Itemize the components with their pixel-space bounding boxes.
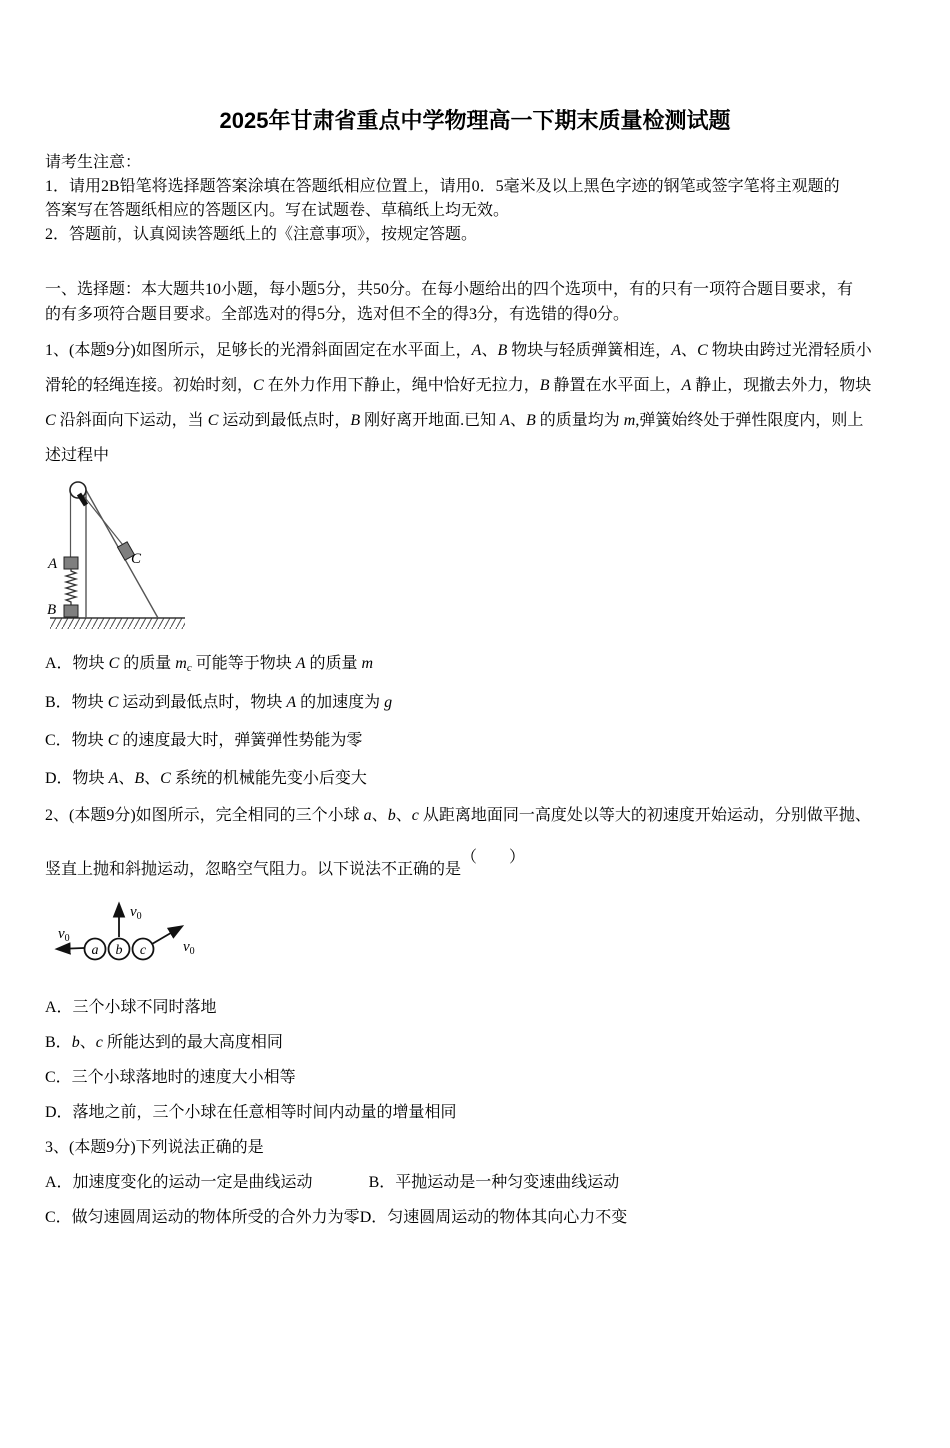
page-title: 2025年甘肃省重点中学物理高一下期末质量检测试题 xyxy=(219,108,731,133)
question-2-options xyxy=(45,990,905,1130)
block-c-label: C xyxy=(131,551,142,567)
question-2-option-b: B．b、c 所能达到的最大高度相同 xyxy=(45,1034,283,1051)
question-2-stem-line-1: 2、(本题9分)如图所示，完全相同的三个小球 a、b、c 从距离地面同一高度处以等大的初速度开始运动，分别做平抛、 xyxy=(45,807,871,824)
v0-label-diagonal: $v_0$ xyxy=(183,939,195,957)
velocity-arrow-diagonal xyxy=(152,927,181,944)
block-a xyxy=(64,557,78,569)
question-2-figure-three-balls xyxy=(50,896,240,976)
question-1-option-a: A．物块 C 的质量 mc 可能等于物块 A 的质量 m xyxy=(45,655,374,674)
section-1-header xyxy=(45,277,905,327)
question-3-option-c: C．做匀速圆周运动的物体所受的合外力为零 xyxy=(45,1209,360,1226)
block-a-label: A xyxy=(48,556,58,572)
question-2-option-c: C．三个小球落地时的速度大小相等 xyxy=(45,1069,296,1086)
question-3-option-b: B．平抛运动是一种匀变速曲线运动 xyxy=(368,1174,620,1191)
ground-hatching xyxy=(50,618,185,629)
notice-item-2: 2．答题前，认真阅读答题纸上的《注意事项》，按规定答题。 xyxy=(45,226,478,243)
section-header-line-2: 的有多项符合题目要求。全部选对的得5分，选对但不全的得3分，有选错的得0分。 xyxy=(45,306,630,323)
notice-block xyxy=(45,151,905,247)
question-2-stem xyxy=(45,798,905,888)
question-1-option-c: C．物块 C 的速度最大时，弹簧弹性势能为零 xyxy=(45,732,363,749)
ball-b-label: b xyxy=(115,943,123,958)
notice-item-1-line-1: 1．请用2B铅笔将选择题答案涂填在答题纸相应位置上，请用0．5毫米及以上黑色字迹的钢笔或签字笔将主观题的 xyxy=(45,178,840,195)
question-1-option-b: B．物块 C 运动到最低点时，物块 A 的加速度为 g xyxy=(45,694,393,711)
v0-label-up: $v_0$ xyxy=(130,904,142,922)
question-1-stem-line-4: 述过程中 xyxy=(45,447,110,464)
notice-item-1-line-2: 答案写在答题纸相应的答题区内。写在试题卷、草稿纸上均无效。 xyxy=(45,202,510,219)
question-1-stem-line-3: C 沿斜面向下运动，当 C 运动到最低点时，B 刚好离开地面.已知 A、B 的质量均为 m,弹簧始终处于弹性限度内，则上 xyxy=(45,412,864,429)
question-3-stem: 3、(本题9分)下列说法正确的是 xyxy=(45,1139,264,1156)
notice-heading: 请考生注意： xyxy=(45,154,142,171)
question-1-stem-line-1: 1、(本题9分)如图所示，足够长的光滑斜面固定在水平面上，A、B 物块与轻质弹簧相连，A、C 物块由跨过光滑轻质小 xyxy=(45,342,872,359)
section-header-line-1: 一、选择题：本大题共10小题，每小题5分，共50分。在每小题给出的四个选项中，有的只有一项符合题目要求，有 xyxy=(45,281,854,298)
question-1-stem-line-2: 滑轮的轻绳连接。初始时刻，C 在外力作用下静止，绳中恰好无拉力，B 静置在水平面上，A 静止，现撤去外力，物块 xyxy=(45,377,872,394)
question-3-option-a: A．加速度变化的运动一定是曲线运动 xyxy=(45,1174,313,1191)
question-2-option-d: D．落地之前，三个小球在任意相等时间内动量的增量相同 xyxy=(45,1104,457,1121)
question-2-option-a: A．三个小球不同时落地 xyxy=(45,999,217,1016)
question-3-options-row-1 xyxy=(45,1165,905,1200)
question-3 xyxy=(45,1130,905,1235)
ball-c-label: c xyxy=(139,943,147,958)
question-1-options xyxy=(45,645,905,798)
question-1-option-d: D．物块 A、B、C 系统的机械能先变小后变大 xyxy=(45,770,367,787)
question-3-option-d: D．匀速圆周运动的物体其向心力不变 xyxy=(359,1209,628,1226)
question-1-figure-incline-pulley xyxy=(45,473,195,633)
question-2-stem-line-2: 竖直上抛和斜抛运动，忽略空气阻力。以下说法不正确的是（ ） xyxy=(45,849,526,878)
block-b xyxy=(64,605,78,617)
question-3-options-row-2 xyxy=(45,1200,905,1235)
v0-label-left: $v_0$ xyxy=(58,926,70,944)
block-b-label: B xyxy=(47,602,57,618)
velocity-arrow-left xyxy=(58,948,84,949)
ball-a-label: a xyxy=(91,943,99,958)
rope-incline-segment xyxy=(82,494,123,545)
exam-page xyxy=(0,104,950,1235)
pulley-rope-wrap xyxy=(79,494,86,505)
question-1-stem xyxy=(45,333,905,473)
spring-icon xyxy=(66,569,76,605)
